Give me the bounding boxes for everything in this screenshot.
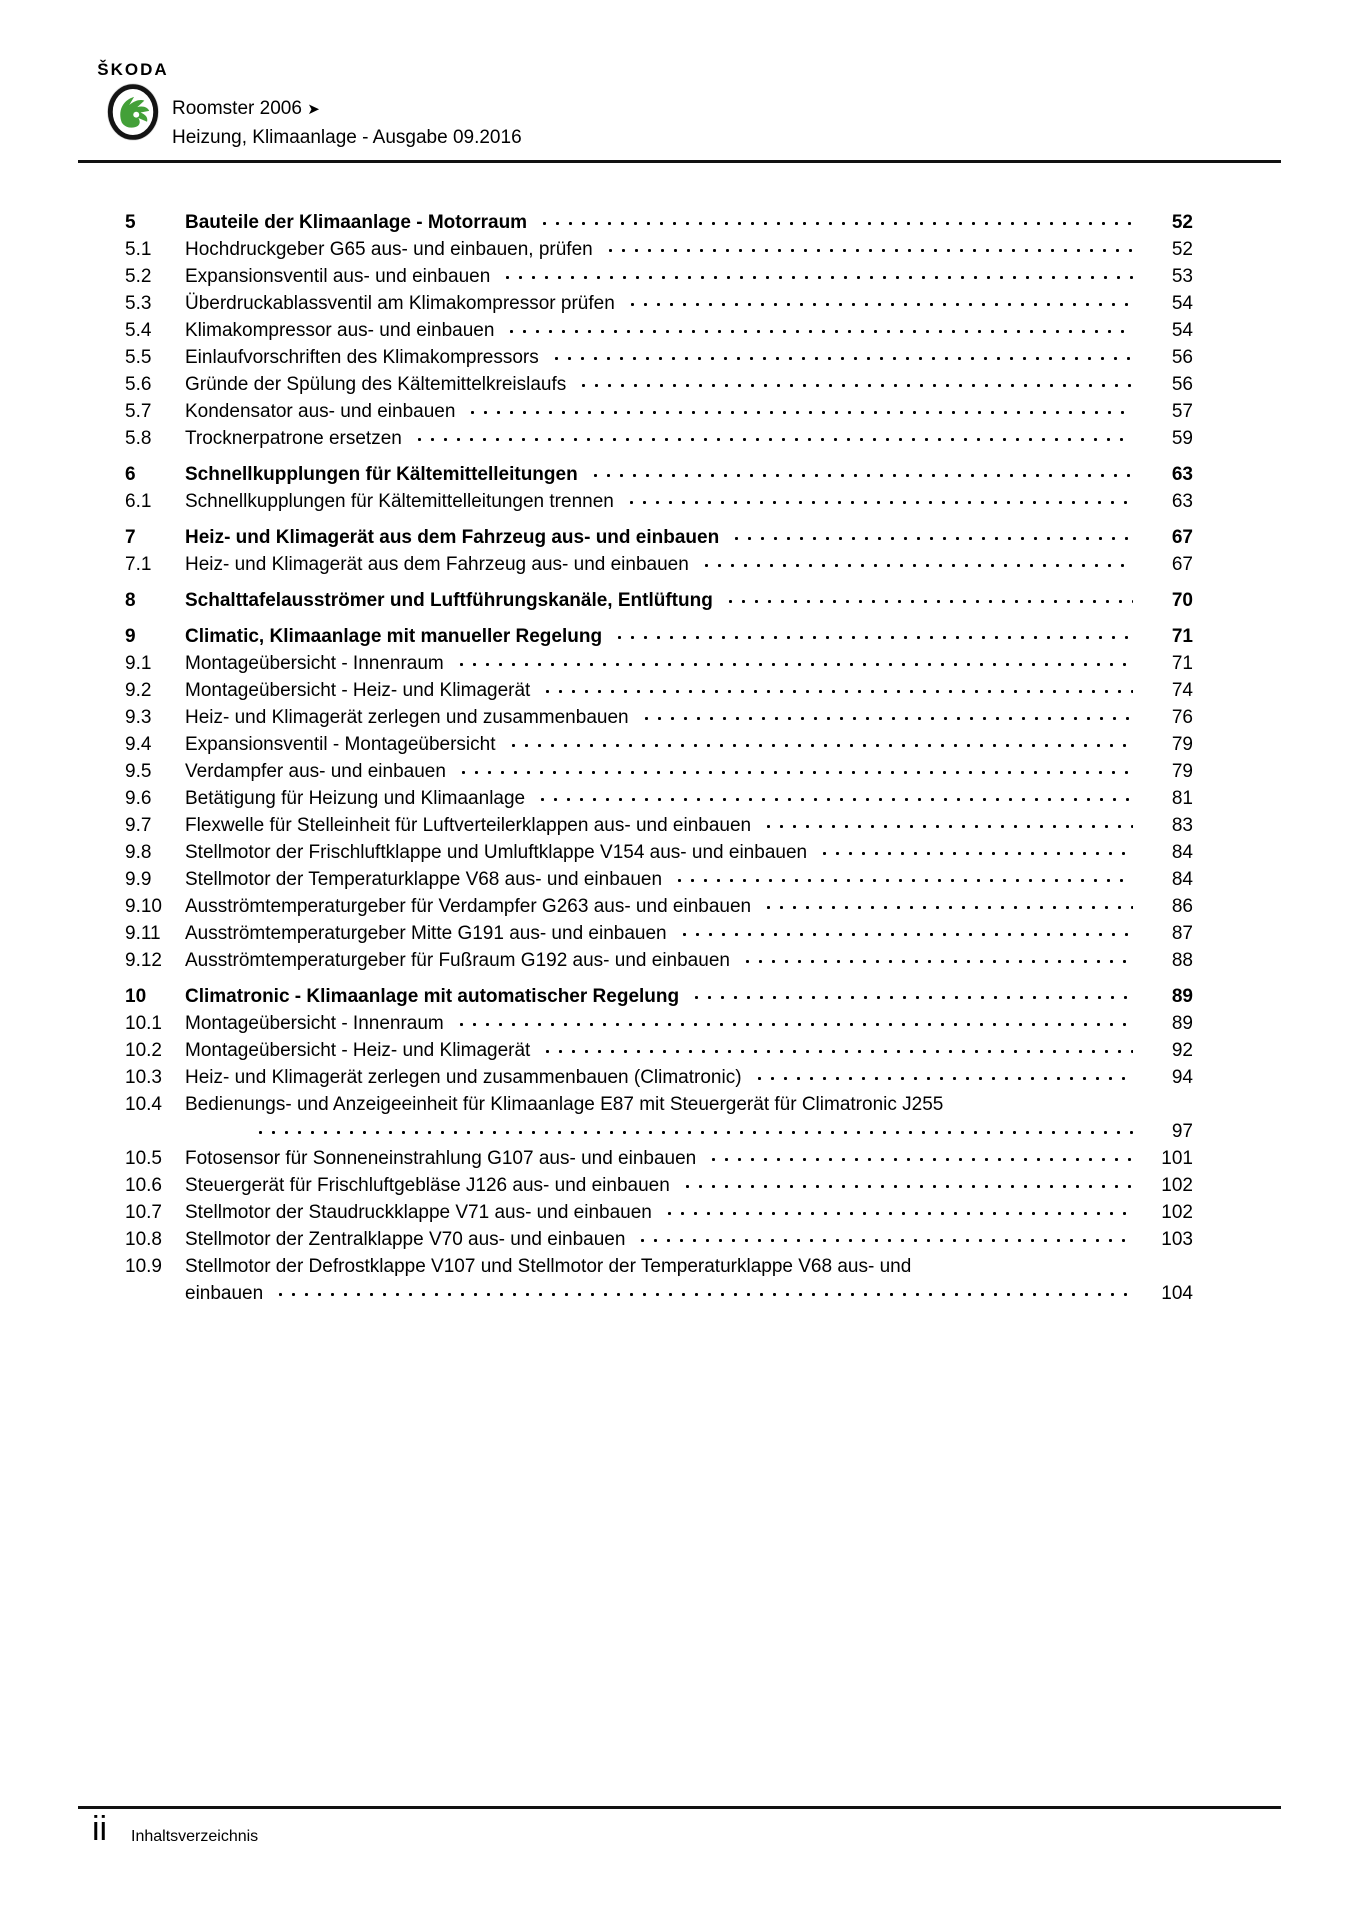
- toc-entry-title: Heiz- und Klimagerät aus dem Fahrzeug aus- und einbauen: [185, 527, 720, 548]
- toc-entry-number: 8: [125, 590, 136, 611]
- toc-entry-number: 10.5: [125, 1148, 162, 1169]
- toc-entry: [125, 587, 1193, 614]
- toc-entry-body: [185, 524, 1193, 551]
- dot-leader: [724, 587, 1133, 614]
- toc-entry-number: 9.2: [125, 680, 152, 701]
- toc-entry-page: 94: [1171, 1067, 1193, 1088]
- manual-subtitle: Heizung, Klimaanlage - Ausgabe 09.2016: [172, 127, 522, 148]
- dot-leader: [753, 1064, 1133, 1091]
- toc-entry-body: [185, 1226, 1193, 1253]
- toc-entry-body: [185, 1037, 1193, 1064]
- toc-entry-title: Schalttafelausströmer und Luftführungskanäle, Entlüftung: [185, 590, 713, 611]
- toc-entry-line: [185, 1010, 1193, 1037]
- toc-entry: [125, 1145, 1193, 1172]
- toc-entry: [125, 236, 1193, 263]
- toc-entry-number: 5.6: [125, 374, 152, 395]
- toc-entry-body: [185, 1064, 1193, 1091]
- toc-entry-body: [185, 488, 1193, 515]
- dot-leader: [613, 623, 1133, 650]
- toc-entry-line: [185, 704, 1193, 731]
- toc-entry-number: 9.3: [125, 707, 152, 728]
- header-titles: [172, 98, 522, 149]
- toc-entry-body: [185, 587, 1193, 614]
- toc-entry-body: [185, 371, 1193, 398]
- dot-leader: [541, 677, 1133, 704]
- toc-entry-body: [185, 263, 1193, 290]
- toc-entry: [125, 623, 1193, 650]
- toc-entry-body: [185, 623, 1193, 650]
- toc-entry-page: 79: [1171, 734, 1193, 755]
- dot-leader: [457, 758, 1133, 785]
- toc-entry-number: 9.12: [125, 950, 162, 971]
- toc-entry-line: [185, 551, 1193, 578]
- toc-entry-page: 56: [1171, 347, 1193, 368]
- toc-entry-body: [185, 290, 1193, 317]
- toc-entry-line: [185, 785, 1193, 812]
- toc-entry: [125, 758, 1193, 785]
- toc-entry-number: 6.1: [125, 491, 152, 512]
- toc-entry: [125, 344, 1193, 371]
- toc-entry-line: [185, 866, 1193, 893]
- page-number: ii: [92, 1810, 108, 1848]
- toc-entry: [125, 650, 1193, 677]
- toc-entry-title: Stellmotor der Temperaturklappe V68 aus- und einbauen: [185, 869, 663, 890]
- dot-leader: [673, 866, 1133, 893]
- toc-entry-page: 79: [1171, 761, 1193, 782]
- toc-entry-line: [185, 1226, 1193, 1253]
- model-year-arrow-icon: ➤: [307, 101, 319, 118]
- dot-leader: [455, 1010, 1133, 1037]
- dot-leader: [741, 947, 1133, 974]
- toc-entry: [125, 317, 1193, 344]
- toc-entry-title-line: Stellmotor der Defrostklappe V107 und Stellmotor der Temperaturklappe V68 aus- und: [185, 1256, 912, 1277]
- toc-entry-page: 89: [1171, 986, 1193, 1007]
- toc-entry-line: [185, 731, 1193, 758]
- toc-entry-page: 63: [1171, 491, 1193, 512]
- model-name: Roomster 2006: [172, 98, 302, 119]
- toc-entry-title: Klimakompressor aus- und einbauen: [185, 320, 495, 341]
- toc-entry-page: 53: [1171, 266, 1193, 287]
- toc-entry-number: 10.8: [125, 1229, 162, 1250]
- toc-entry-page: 67: [1171, 527, 1193, 548]
- dot-leader: [678, 920, 1133, 947]
- toc-entry-number: 10.3: [125, 1067, 162, 1088]
- toc-entry-page: 74: [1171, 680, 1193, 701]
- toc-entry-page: 54: [1171, 293, 1193, 314]
- toc-entry-body: [185, 704, 1193, 731]
- toc-entry: [125, 371, 1193, 398]
- toc-entry-page: 87: [1171, 923, 1193, 944]
- toc-entry-title: Ausströmtemperaturgeber für Verdampfer G263 aus- und einbauen: [185, 896, 752, 917]
- toc-entry-number: 5.7: [125, 401, 152, 422]
- toc-entry-number: 5.4: [125, 320, 152, 341]
- dot-leader: [730, 524, 1133, 551]
- toc-entry-number: 5.1: [125, 239, 152, 260]
- toc-entry-line: [185, 812, 1193, 839]
- dot-leader: [541, 1037, 1133, 1064]
- toc-entry-body: [185, 983, 1193, 1010]
- footer-divider: [78, 1806, 1281, 1809]
- toc-entry-title: einbauen: [185, 1283, 264, 1304]
- toc-entry-number: 6: [125, 464, 136, 485]
- dot-leader: [663, 1199, 1133, 1226]
- model-title: [172, 98, 522, 120]
- toc-entry-title: Schnellkupplungen für Kältemittelleitungen trennen: [185, 491, 614, 512]
- toc-entry-body: [185, 758, 1193, 785]
- dot-leader: [604, 236, 1133, 263]
- toc-entry-number: 9.9: [125, 869, 152, 890]
- toc-entry-body: [185, 920, 1193, 947]
- toc-entry-line: [185, 947, 1193, 974]
- toc-entry-page: 70: [1171, 590, 1193, 611]
- toc-entry-title: Expansionsventil - Montageübersicht: [185, 734, 496, 755]
- toc-entry-title: Heiz- und Klimagerät zerlegen und zusammenbauen: [185, 707, 629, 728]
- toc-entry-number: 9.4: [125, 734, 152, 755]
- toc-entry: [125, 425, 1193, 452]
- toc-entry-number: 9.11: [125, 923, 161, 944]
- toc-entry-page: 56: [1171, 374, 1193, 395]
- toc-entry-number: 10.9: [125, 1256, 162, 1277]
- toc-entry-page: 97: [1171, 1121, 1193, 1142]
- toc-entry-number: 9.1: [125, 653, 152, 674]
- toc-entry-page: 92: [1171, 1040, 1193, 1061]
- toc-entry-line: [185, 623, 1193, 650]
- toc-entry: [125, 1253, 1193, 1307]
- toc-entry-page: 52: [1171, 239, 1193, 260]
- dot-leader: [636, 1226, 1133, 1253]
- toc-entry-number: 5.5: [125, 347, 152, 368]
- toc-entry: [125, 1037, 1193, 1064]
- toc-entry-line: [185, 893, 1193, 920]
- toc-entry-line: [185, 839, 1193, 866]
- toc-entry: [125, 263, 1193, 290]
- toc-entry-line: [185, 1118, 1193, 1145]
- toc-entry-body: [185, 731, 1193, 758]
- toc-entry-number: 9: [125, 626, 136, 647]
- toc-entry-title: Hochdruckgeber G65 aus- und einbauen, prüfen: [185, 239, 593, 260]
- toc-entry-line: [185, 983, 1193, 1010]
- dot-leader: [274, 1280, 1133, 1307]
- toc-entry: [125, 677, 1193, 704]
- toc-entry-number: 10.4: [125, 1094, 162, 1115]
- toc-entry-line: [185, 1280, 1193, 1307]
- toc-entry: [125, 488, 1193, 515]
- toc-entry-page: 84: [1171, 842, 1193, 863]
- toc-entry-page: 71: [1171, 653, 1193, 674]
- dot-leader: [762, 893, 1133, 920]
- toc-entry-number: 10.1: [125, 1013, 162, 1034]
- dot-leader: [626, 290, 1133, 317]
- toc-entry-page: 103: [1161, 1229, 1193, 1250]
- toc-entry-line: [185, 1199, 1193, 1226]
- toc-entry-body: [185, 947, 1193, 974]
- toc-entry-page: 83: [1171, 815, 1193, 836]
- toc-entry: [125, 839, 1193, 866]
- dot-leader: [700, 551, 1133, 578]
- toc-entry: [125, 524, 1193, 551]
- toc-entry-line: [185, 488, 1193, 515]
- toc-entry-title-line: Bedienungs- und Anzeigeeinheit für Klimaanlage E87 mit Steuergerät für Climatronic J255: [185, 1094, 944, 1115]
- toc-entry-number: 10.6: [125, 1175, 162, 1196]
- toc-entry-title: Flexwelle für Stelleinheit für Luftverteilerklappen aus- und einbauen: [185, 815, 752, 836]
- dot-leader: [681, 1172, 1133, 1199]
- toc-entry-line: [185, 317, 1193, 344]
- toc-entry-page: 102: [1161, 1202, 1193, 1223]
- page-header: [78, 58, 1281, 162]
- toc-entry-number: 9.6: [125, 788, 152, 809]
- toc-entry: [125, 1010, 1193, 1037]
- toc-entry-body: [185, 209, 1193, 236]
- toc-entry: [125, 812, 1193, 839]
- toc-entry-body: [185, 1145, 1193, 1172]
- toc-entry-body: [185, 236, 1193, 263]
- skoda-logo-icon: [106, 82, 160, 142]
- toc-entry-page: 63: [1171, 464, 1193, 485]
- dot-leader: [466, 398, 1133, 425]
- toc-entry-line: [185, 398, 1193, 425]
- toc-entry-body: [185, 1172, 1193, 1199]
- toc-entry-page: 76: [1171, 707, 1193, 728]
- skoda-wordmark: ŠKODA: [97, 60, 169, 79]
- toc-entry-title: Montageübersicht - Innenraum: [185, 653, 444, 674]
- toc-entry-line: [185, 524, 1193, 551]
- toc-entry-title: Expansionsventil aus- und einbauen: [185, 266, 491, 287]
- toc-entry-line: [185, 920, 1193, 947]
- toc-entry-title: Heiz- und Klimagerät zerlegen und zusammenbauen (Climatronic): [185, 1067, 742, 1088]
- toc-entry-page: 84: [1171, 869, 1193, 890]
- toc-entry-title: Stellmotor der Staudruckklappe V71 aus- und einbauen: [185, 1202, 652, 1223]
- toc-entry-number: 9.10: [125, 896, 162, 917]
- toc-entry-number: 7.1: [125, 554, 152, 575]
- toc-entry: [125, 1226, 1193, 1253]
- dot-leader: [550, 344, 1133, 371]
- toc-entry-body: [185, 425, 1193, 452]
- toc-entry: [125, 731, 1193, 758]
- toc-entry-line: [185, 290, 1193, 317]
- skoda-logo: [94, 60, 172, 142]
- table-of-contents: [125, 200, 1193, 1307]
- toc-entry-line: [185, 461, 1193, 488]
- toc-entry-body: [185, 1199, 1193, 1226]
- toc-entry-line: [185, 344, 1193, 371]
- toc-entry-page: 54: [1171, 320, 1193, 341]
- toc-entry-number: 5.8: [125, 428, 152, 449]
- header-divider: [78, 160, 1281, 163]
- toc-entry-page: 52: [1171, 212, 1193, 233]
- dot-leader: [818, 839, 1133, 866]
- toc-entry-title: Climatronic - Klimaanlage mit automatischer Regelung: [185, 986, 680, 1007]
- toc-entry-body: [185, 677, 1193, 704]
- toc-entry-number: 5.2: [125, 266, 152, 287]
- dot-leader: [690, 983, 1133, 1010]
- toc-entry: [125, 1091, 1193, 1145]
- toc-entry-page: 89: [1171, 1013, 1193, 1034]
- toc-entry-number: 9.8: [125, 842, 152, 863]
- toc-entry-title: Climatic, Klimaanlage mit manueller Regelung: [185, 626, 603, 647]
- toc-entry-title: Gründe der Spülung des Kältemittelkreislaufs: [185, 374, 567, 395]
- toc-entry-body: [185, 1253, 1193, 1307]
- toc-entry-body: [185, 1091, 1193, 1145]
- toc-entry-body: [185, 785, 1193, 812]
- toc-entry-body: [185, 839, 1193, 866]
- toc-entry-number: 5.3: [125, 293, 152, 314]
- dot-leader: [538, 209, 1133, 236]
- toc-entry-title: Stellmotor der Zentralklappe V70 aus- und einbauen: [185, 1229, 626, 1250]
- dot-leader: [501, 263, 1133, 290]
- toc-entry: [125, 398, 1193, 425]
- toc-entry-number: 10.2: [125, 1040, 162, 1061]
- toc-entry-number: 10.7: [125, 1202, 162, 1223]
- toc-entry-page: 86: [1171, 896, 1193, 917]
- dot-leader: [589, 461, 1133, 488]
- toc-entry: [125, 983, 1193, 1010]
- toc-entry-title: Bauteile der Klimaanlage - Motorraum: [185, 212, 528, 233]
- toc-entry-title: Trocknerpatrone ersetzen: [185, 428, 402, 449]
- toc-entry-line: [185, 236, 1193, 263]
- toc-entry: [125, 551, 1193, 578]
- toc-entry-line: [185, 650, 1193, 677]
- toc-entry-line: [185, 209, 1193, 236]
- toc-entry-title: Einlaufvorschriften des Klimakompressors: [185, 347, 539, 368]
- toc-entry-title: Ausströmtemperaturgeber für Fußraum G192 aus- und einbauen: [185, 950, 730, 971]
- toc-entry-number: 9.7: [125, 815, 152, 836]
- toc-entry-title: Montageübersicht - Innenraum: [185, 1013, 444, 1034]
- toc-entry-line: [185, 1037, 1193, 1064]
- toc-entry-number: 7: [125, 527, 136, 548]
- toc-entry-page: 88: [1171, 950, 1193, 971]
- dot-leader: [413, 425, 1133, 452]
- dot-leader: [505, 317, 1133, 344]
- toc-entry-title: Ausströmtemperaturgeber Mitte G191 aus- und einbauen: [185, 923, 667, 944]
- toc-entry-line: [185, 587, 1193, 614]
- dot-leader: [625, 488, 1133, 515]
- toc-entry-line: [185, 1145, 1193, 1172]
- toc-entry-line: [185, 677, 1193, 704]
- toc-entry-body: [185, 650, 1193, 677]
- toc-entry-body: [185, 893, 1193, 920]
- toc-entry-line: [185, 371, 1193, 398]
- toc-entry: [125, 1064, 1193, 1091]
- toc-entry-title: Überdruckablassventil am Klimakompressor prüfen: [185, 293, 615, 314]
- dot-leader: [707, 1145, 1133, 1172]
- dot-leader: [762, 812, 1133, 839]
- toc-entry-body: [185, 461, 1193, 488]
- toc-entry-page: 67: [1171, 554, 1193, 575]
- dot-leader: [577, 371, 1133, 398]
- toc-entry-title: Montageübersicht - Heiz- und Klimagerät: [185, 680, 531, 701]
- toc-entry-body: [185, 551, 1193, 578]
- toc-entry: [125, 704, 1193, 731]
- toc-entry: [125, 1199, 1193, 1226]
- dot-leader: [507, 731, 1133, 758]
- toc-entry-title: Montageübersicht - Heiz- und Klimagerät: [185, 1040, 531, 1061]
- toc-entry-title: Verdampfer aus- und einbauen: [185, 761, 446, 782]
- toc-entry-title: Kondensator aus- und einbauen: [185, 401, 456, 422]
- toc-entry: [125, 920, 1193, 947]
- toc-entry: [125, 785, 1193, 812]
- toc-entry-page: 104: [1161, 1283, 1193, 1304]
- dot-leader: [640, 704, 1133, 731]
- dot-leader: [254, 1118, 1133, 1145]
- toc-entry-line: [185, 758, 1193, 785]
- toc-entry-title: Fotosensor für Sonneneinstrahlung G107 aus- und einbauen: [185, 1148, 697, 1169]
- toc-entry-number: 10: [125, 986, 147, 1007]
- toc-entry-page: 81: [1171, 788, 1193, 809]
- toc-entry-line: [185, 1172, 1193, 1199]
- footer-section-label: Inhaltsverzeichnis: [131, 1828, 259, 1845]
- toc-entry-body: [185, 317, 1193, 344]
- toc-entry: [125, 947, 1193, 974]
- toc-entry-page: 71: [1171, 626, 1193, 647]
- dot-leader: [536, 785, 1133, 812]
- toc-entry-title: Stellmotor der Frischluftklappe und Umluftklappe V154 aus- und einbauen: [185, 842, 808, 863]
- toc-entry-body: [185, 398, 1193, 425]
- toc-entry: [125, 209, 1193, 236]
- toc-entry-title: Heiz- und Klimagerät aus dem Fahrzeug aus- und einbauen: [185, 554, 689, 575]
- toc-entry: [125, 1172, 1193, 1199]
- toc-entry-page: 102: [1161, 1175, 1193, 1196]
- toc-entry: [125, 461, 1193, 488]
- toc-entry-number: 9.5: [125, 761, 152, 782]
- toc-entry-title: Steuergerät für Frischluftgebläse J126 aus- und einbauen: [185, 1175, 670, 1196]
- toc-entry-body: [185, 1010, 1193, 1037]
- toc-entry-line: [185, 425, 1193, 452]
- toc-entry-body: [185, 344, 1193, 371]
- toc-entry-body: [185, 812, 1193, 839]
- toc-entry: [125, 893, 1193, 920]
- toc-entry: [125, 290, 1193, 317]
- toc-entry: [125, 866, 1193, 893]
- toc-entry-title: Betätigung für Heizung und Klimaanlage: [185, 788, 526, 809]
- toc-entry-line: [185, 1064, 1193, 1091]
- toc-entry-page: 101: [1161, 1148, 1193, 1169]
- dot-leader: [455, 650, 1133, 677]
- toc-entry-title: Schnellkupplungen für Kältemittelleitungen: [185, 464, 578, 485]
- toc-entry-page: 59: [1171, 428, 1193, 449]
- toc-entry-line: [185, 263, 1193, 290]
- toc-entry-number: 5: [125, 212, 136, 233]
- toc-entry-body: [185, 866, 1193, 893]
- toc-entry-page: 57: [1171, 401, 1193, 422]
